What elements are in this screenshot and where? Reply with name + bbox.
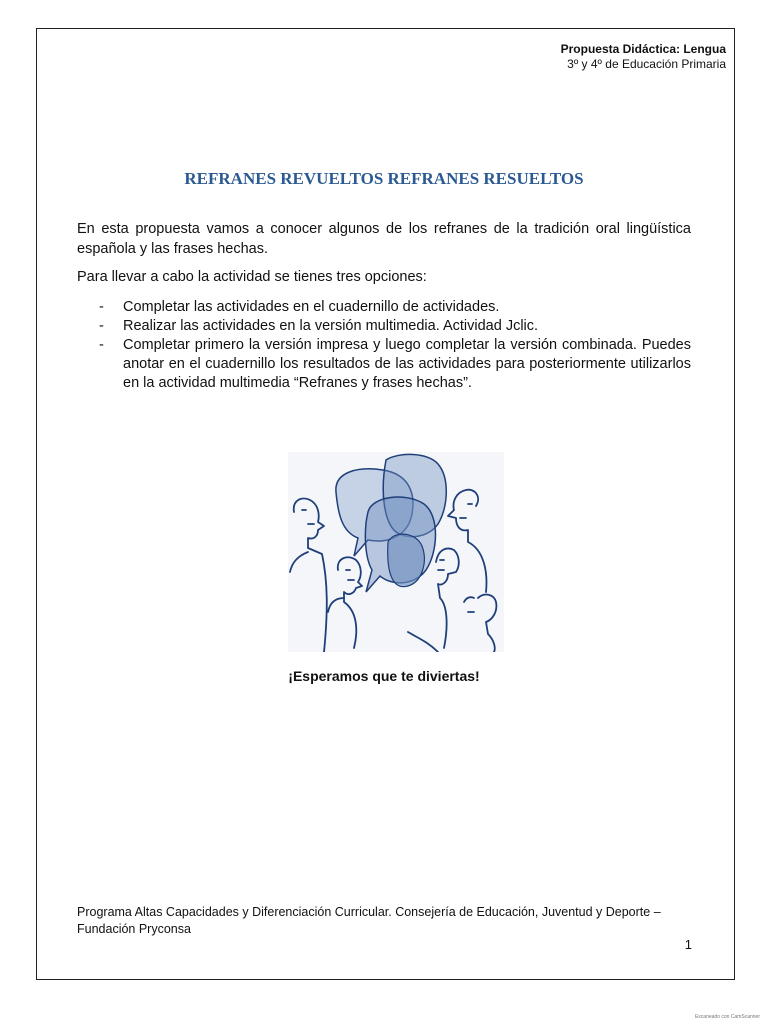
document-header xyxy=(561,42,726,72)
closing-message: ¡Esperamos que te diviertas! xyxy=(288,668,480,684)
list-dash: - xyxy=(99,337,104,353)
intro-paragraph: En esta propuesta vamos a conocer algunos de los refranes de la tradición oral lingüística española y las frases hechas. xyxy=(77,221,691,257)
option-text: Realizar las actividades en la versión multimedia. Actividad Jclic. xyxy=(123,318,539,334)
list-item xyxy=(77,298,691,317)
list-item xyxy=(77,317,691,336)
page-number: 1 xyxy=(684,937,692,952)
list-dash: - xyxy=(99,299,104,315)
options-list xyxy=(77,298,691,393)
header-subject: Propuesta Didáctica: Lengua xyxy=(560,42,726,56)
footer-text: Programa Altas Capacidades y Diferenciación Curricular. Consejería de Educación, Juventud y Deporte – Fundación Pryconsa xyxy=(77,905,661,936)
people-talking-illustration xyxy=(288,452,504,652)
option-text: Completar las actividades en el cuadernillo de actividades. xyxy=(123,299,500,315)
option-text: Completar primero la versión impresa y luego completar la versión combinada. Puedes anotar en el cuadernillo los resultados de las actividades para posteriormente utilizarlos en la actividad multimedia “Refranes y frases hechas”. xyxy=(123,337,691,391)
scanner-watermark: Escaneado con CamScanner xyxy=(694,1014,760,1020)
document-title: REFRANES REVUELTOS REFRANES RESUELTOS xyxy=(184,169,584,188)
list-item xyxy=(77,336,691,393)
list-dash: - xyxy=(99,318,104,334)
options-lead-paragraph: Para llevar a cabo la actividad se tienes tres opciones: xyxy=(77,269,427,285)
header-grade: 3º y 4º de Educación Primaria xyxy=(567,57,726,71)
